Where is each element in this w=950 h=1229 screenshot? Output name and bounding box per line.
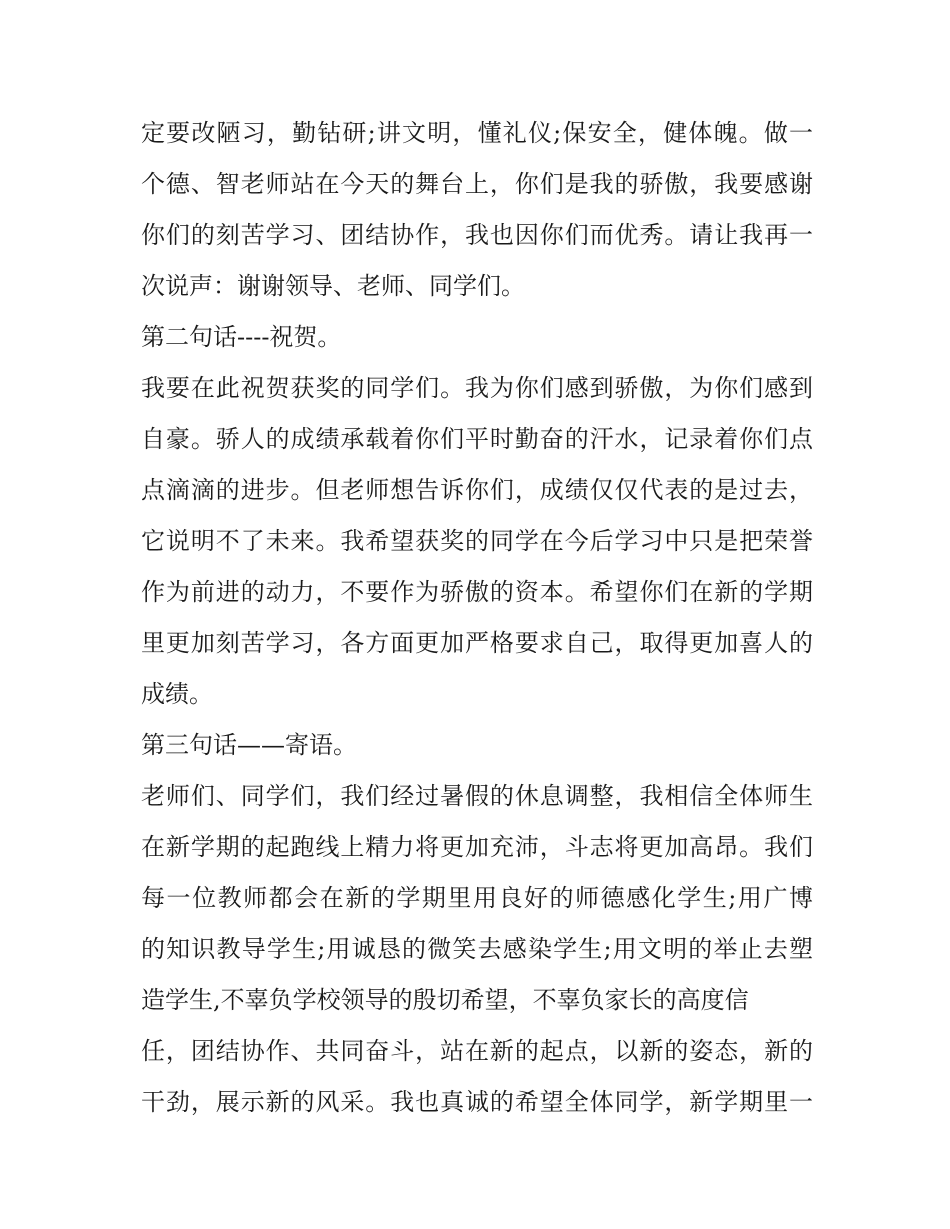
text-line: 点滴滴的进步。但老师想告诉你们，成绩仅仅代表的是过去， (141, 476, 813, 504)
text-line: 任，团结协作、共同奋斗，站在新的起点，以新的姿态，新的 (141, 1037, 813, 1065)
text-line: 造学生,不辜负学校领导的殷切希望，不辜负家长的高度信 (141, 986, 749, 1014)
text-line: 的知识教导学生;用诚恳的微笑去感染学生;用文明的举止去塑 (141, 935, 813, 963)
text-line: 老师们、同学们，我们经过暑假的休息调整，我相信全体师生 (141, 782, 813, 810)
text-line: 作为前进的动力，不要作为骄傲的资本。希望你们在新的学期 (141, 578, 813, 606)
text-line: 自豪。骄人的成绩承载着你们平时勤奋的汗水，记录着你们点 (141, 425, 813, 453)
text-line: 干劲，展示新的风采。我也真诚的希望全体同学，新学期里一 (141, 1088, 813, 1116)
text-line: 在新学期的起跑线上精力将更加充沛，斗志将更加高昂。我们 (141, 833, 813, 861)
text-line: 次说声：谢谢领导、老师、同学们。 (141, 272, 525, 300)
text-line: 定要改陋习，勤钻研;讲文明，懂礼仪;保安全，健体魄。做一 (141, 119, 813, 147)
text-line: 我要在此祝贺获奖的同学们。我为你们感到骄傲，为你们感到 (141, 374, 813, 402)
text-line: 每一位教师都会在新的学期里用良好的师德感化学生;用广博 (141, 884, 813, 912)
body-text (141, 108, 813, 1128)
text-line: 它说明不了未来。我希望获奖的同学在今后学习中只是把荣誉 (141, 527, 813, 555)
text-line: 成绩。 (141, 680, 213, 708)
text-line: 个德、智老师站在今天的舞台上，你们是我的骄傲，我要感谢 (141, 170, 813, 198)
text-line: 里更加刻苦学习，各方面更加严格要求自己，取得更加喜人的 (141, 629, 813, 657)
text-line: 你们的刻苦学习、团结协作，我也因你们而优秀。请让我再一 (141, 221, 813, 249)
section-heading: 第三句话——寄语。 (141, 731, 357, 759)
section-heading: 第二句话----祝贺。 (141, 323, 342, 351)
